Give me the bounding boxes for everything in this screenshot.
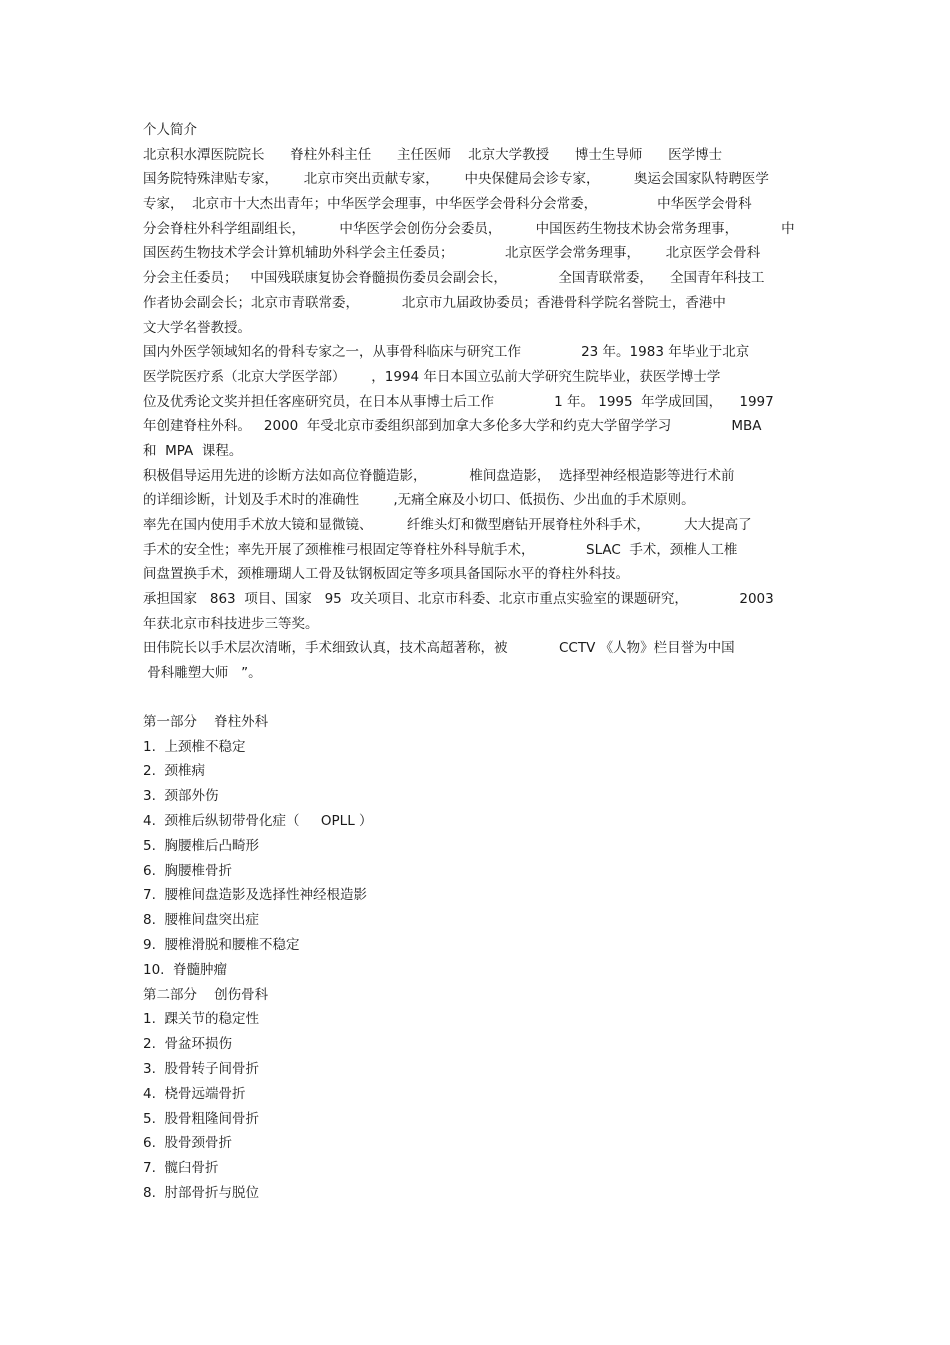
intro-line: 积极倡导运用先进的诊断方法如高位脊髓造影， 椎间盘造影， 选择型神经根造影等进行术前 bbox=[143, 467, 735, 484]
intro-line: 国务院特殊津贴专家， 北京市突出贡献专家， 中央保健局会诊专家， 奥运会国家队特聘医学 bbox=[143, 171, 769, 188]
intro-title: 个人简介 bbox=[143, 122, 197, 138]
list-item: 7. 髋臼骨折 bbox=[143, 1160, 219, 1177]
section-gap bbox=[143, 686, 808, 710]
intro-line: 作者协会副会长；北京市青联常委， 北京市九届政协委员；香港骨科学院名誉院士，香港中 bbox=[143, 294, 726, 311]
list-item: 5. 胸腰椎后凸畸形 bbox=[143, 837, 259, 854]
list-item: 8. 腰椎间盘突出症 bbox=[143, 912, 259, 929]
list-item: 8. 肘部骨折与脱位 bbox=[143, 1184, 259, 1201]
list-item: 3. 颈部外伤 bbox=[143, 788, 219, 805]
intro-line: 手术的安全性；率先开展了颈椎椎弓根固定等脊柱外科导航手术， SLAC 手术，颈椎人工椎 bbox=[143, 541, 738, 558]
intro-line: 专家， 北京市十大杰出青年；中华医学会理事，中华医学会骨科分会常委， 中华医学会骨科 bbox=[143, 196, 752, 213]
intro-line: 骨科雕塑大师 ”。 bbox=[143, 665, 262, 682]
intro-line: 承担国家 863 项目、国家 95 攻关项目、北京市科委、北京市重点实验室的课题研究， 2003 bbox=[143, 591, 774, 608]
list-item: 2. 颈椎病 bbox=[143, 763, 205, 780]
list-item: 5. 股骨粗隆间骨折 bbox=[143, 1110, 259, 1127]
intro-line: 分会脊柱外科学组副组长， 中华医学会创伤分会委员， 中国医药生物技术协会常务理事， 中 bbox=[143, 220, 795, 237]
intro-line: 率先在国内使用手术放大镜和显微镜、 纤维头灯和微型磨钻开展脊柱外科手术， 大大提高了 bbox=[143, 517, 752, 533]
part2-title: 第二部分 创伤骨科 bbox=[143, 986, 269, 1003]
intro-line: 年获北京市科技进步三等奖。 bbox=[143, 615, 319, 632]
intro-line: 年创建脊柱外科。 2000 年受北京市委组织部到加拿大多伦多大学和约克大学留学学习 MBA bbox=[143, 418, 762, 435]
intro-line: 国内外医学领域知名的骨科专家之一，从事骨科临床与研究工作 23 年。1983 年毕业于北京 bbox=[143, 344, 750, 361]
intro-line: 的详细诊断，计划及手术时的准确性 ,无痛全麻及小切口、低损伤、少出血的手术原则。 bbox=[143, 492, 695, 509]
intro-line: 间盘置换手术，颈椎珊瑚人工骨及钛钢板固定等多项具备国际水平的脊柱外科技。 bbox=[143, 566, 629, 583]
intro-line: 和 MPA 课程。 bbox=[143, 442, 243, 459]
list-item: 2. 骨盆环损伤 bbox=[143, 1036, 232, 1053]
list-item: 1. 踝关节的稳定性 bbox=[143, 1011, 259, 1028]
list-item: 10. 脊髓肿瘤 bbox=[143, 961, 228, 978]
intro-line: 田伟院长以手术层次清晰，手术细致认真，技术高超著称，被 CCTV 《人物》栏目誉为中国 bbox=[143, 640, 735, 657]
list-item: 6. 胸腰椎骨折 bbox=[143, 862, 232, 879]
intro-line: 位及优秀论文奖并担任客座研究员，在日本从事博士后工作 1 年。 1995 年学成回国， 1997 bbox=[143, 393, 774, 410]
document-page bbox=[143, 118, 808, 1206]
intro-line: 文大学名誉教授。 bbox=[143, 319, 251, 336]
intro-line: 医学院医疗系（北京大学医学部） ，1994 年日本国立弘前大学研究生院毕业，获医学博士学 bbox=[143, 368, 721, 385]
part1-title: 第一部分 脊柱外科 bbox=[143, 713, 269, 730]
intro-line: 分会主任委员； 中国残联康复协会脊髓损伤委员会副会长， 全国青联常委， 全国青年科技工 bbox=[143, 270, 765, 287]
list-item: 1. 上颈椎不稳定 bbox=[143, 738, 246, 755]
intro-line: 北京积水潭医院院长 脊柱外科主任 主任医师 北京大学教授 博士生导师 医学博士 bbox=[143, 146, 723, 163]
list-item: 4. 颈椎后纵韧带骨化症（ OPLL ） bbox=[143, 813, 373, 829]
list-item: 4. 桡骨远端骨折 bbox=[143, 1085, 246, 1102]
list-item: 7. 腰椎间盘造影及选择性神经根造影 bbox=[143, 887, 367, 904]
list-item: 3. 股骨转子间骨折 bbox=[143, 1060, 259, 1077]
list-item: 9. 腰椎滑脱和腰椎不稳定 bbox=[143, 936, 300, 953]
list-item: 6. 股骨颈骨折 bbox=[143, 1135, 232, 1152]
intro-line: 国医药生物技术学会计算机辅助外科学会主任委员； 北京医学会常务理事， 北京医学会骨科 bbox=[143, 245, 761, 262]
